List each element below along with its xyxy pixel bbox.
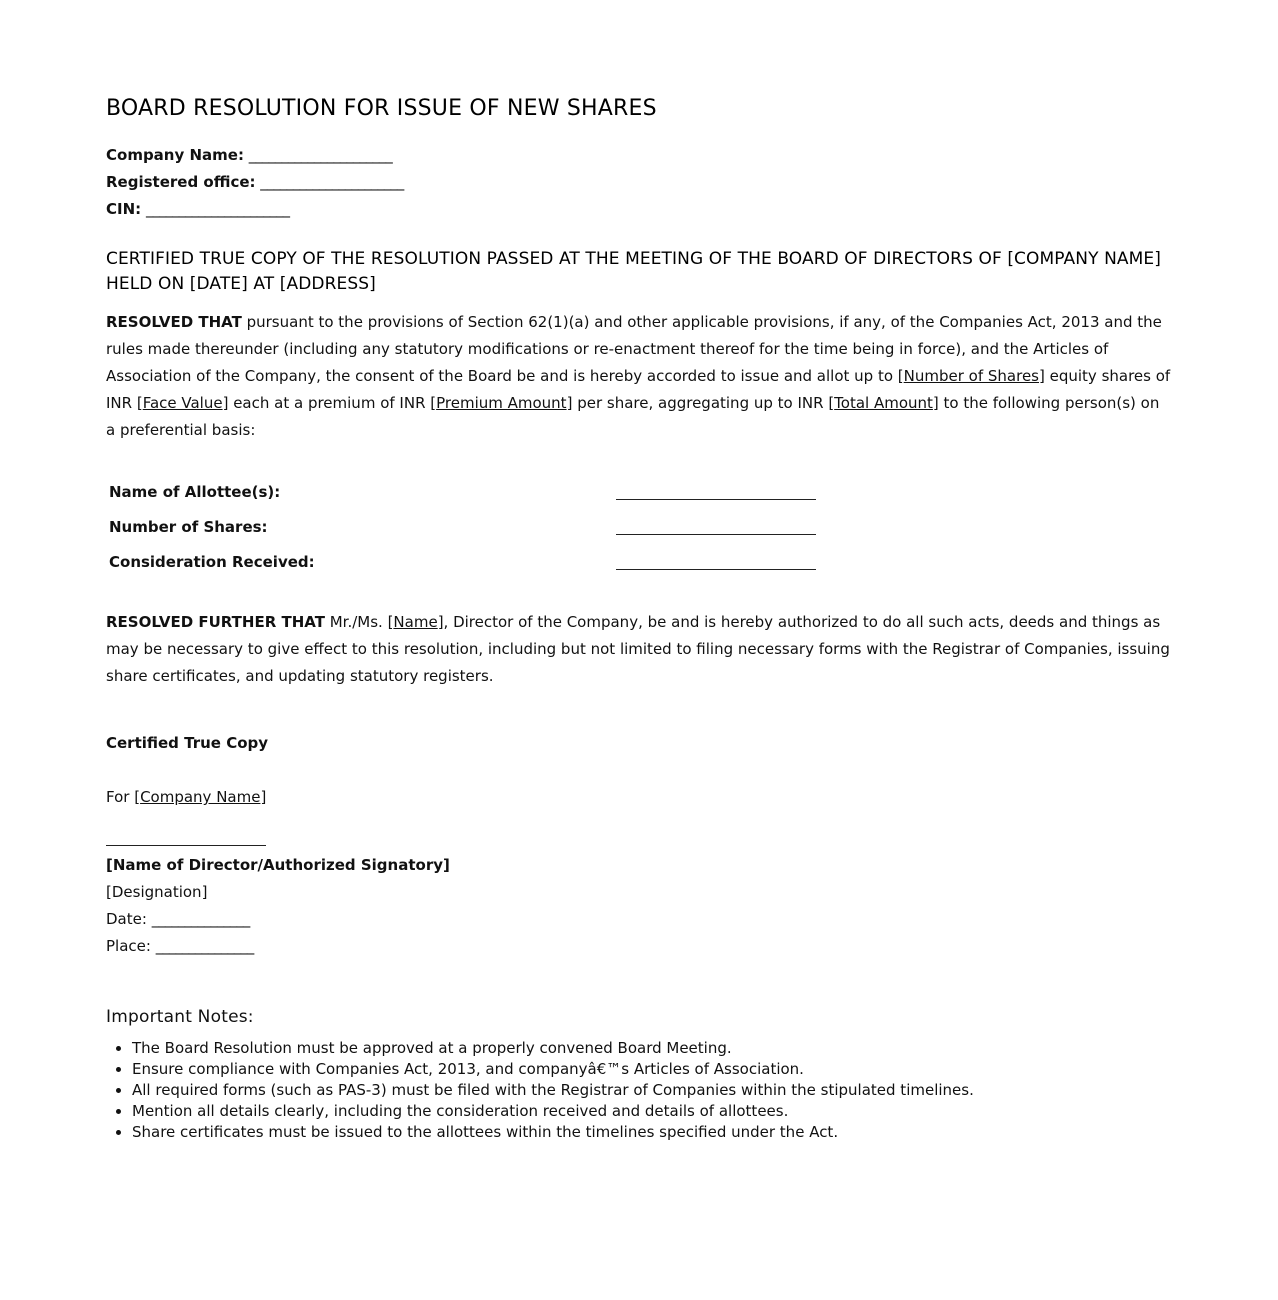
- company-name-row: [106, 142, 1172, 169]
- place-blank: _______________: [155, 937, 254, 955]
- cin-label: CIN:: [106, 200, 142, 218]
- place-label: Place:: [106, 937, 151, 955]
- registered-office-row: [106, 169, 1172, 196]
- premium-amount-field: Premium Amount: [436, 394, 567, 412]
- allottee-name-blank: [613, 474, 819, 509]
- company-name-blank: ______________________: [248, 146, 392, 164]
- number-of-shares-field: Number of Shares: [903, 367, 1039, 385]
- list-item: • The Board Resolution must be approved at a properly convened Board Meeting.: [132, 1038, 1172, 1059]
- company-details: [106, 142, 1172, 223]
- place-row: [106, 933, 1172, 960]
- for-company-line: [106, 784, 1172, 811]
- signature-line: [106, 844, 266, 846]
- consideration-blank: [613, 544, 819, 579]
- list-item: • Ensure compliance with Companies Act, 2013, and companyâ€™s Articles of Association.: [132, 1059, 1172, 1080]
- table-row: [106, 474, 819, 509]
- for-company-name: Company Name: [140, 788, 261, 806]
- cin-row: [106, 196, 1172, 223]
- document-body: [106, 92, 1172, 1143]
- resolution-further-paragraph: [106, 609, 1172, 690]
- resolution-text-d: ] per share, aggregating up to INR [: [566, 394, 835, 412]
- table-row: [106, 509, 819, 544]
- further-text-b: ], Director of the Company, be and is hereby authorized to do all such acts, deeds and things as may be necessary to give effect to this resolution, including but not limited to filing necessary forms with the Registrar of Companies, issuing share certificates, and updating statutory registers.: [106, 613, 1170, 685]
- consideration-label: Consideration Received:: [109, 552, 315, 571]
- face-value-field: Face Value: [142, 394, 223, 412]
- for-suffix: ]: [260, 788, 267, 806]
- resolution-text-c: ] each at a premium of INR [: [222, 394, 437, 412]
- resolution-text-b: ] equity shares of INR [: [106, 367, 1171, 412]
- important-notes-title: Important Notes:: [106, 1007, 254, 1027]
- document-title: BOARD RESOLUTION FOR ISSUE OF NEW SHARES: [106, 96, 657, 121]
- resolution-text-a: pursuant to the provisions of Section 62(1)(a) and other applicable provisions, if any, of the Companies Act, 2013 and the rules made thereunder (including any statutory modifications or re-enactment thereof for the time being in force), and the Articles of Association of the Company, the consent of the Board be and is hereby accorded to issue and allot up to [: [106, 313, 1162, 385]
- date-row: [106, 906, 1172, 933]
- signatory-block: [106, 852, 1172, 960]
- designation: [Designation]: [106, 883, 208, 901]
- resolution-text-e: ] to the following person(s) on a preferential basis:: [106, 394, 1160, 439]
- list-item: • Mention all details clearly, including the consideration received and details of allottees.: [132, 1101, 1172, 1122]
- date-blank: _______________: [151, 910, 250, 928]
- number-of-shares-blank: [613, 509, 819, 544]
- number-of-shares-label: Number of Shares:: [109, 517, 268, 536]
- resolved-that-lead: RESOLVED THAT: [106, 313, 242, 331]
- for-prefix: For [: [106, 788, 141, 806]
- resolution-paragraph: [106, 309, 1172, 444]
- signatory-name: [Name of Director/Authorized Signatory]: [106, 856, 450, 874]
- resolved-further-lead: RESOLVED FURTHER THAT: [106, 613, 325, 631]
- director-name-field: Name: [393, 613, 438, 631]
- allotment-table: [106, 474, 819, 579]
- cin-blank: ______________________: [145, 200, 289, 218]
- table-row: [106, 544, 819, 579]
- company-name-label: Company Name:: [106, 146, 244, 164]
- allottee-name-label: Name of Allottee(s):: [109, 482, 281, 501]
- date-label: Date:: [106, 910, 147, 928]
- list-item: • All required forms (such as PAS-3) must be filed with the Registrar of Companies within the stipulated timelines.: [132, 1080, 1172, 1101]
- important-notes-list: [106, 1038, 1172, 1143]
- total-amount-field: Total Amount: [834, 394, 933, 412]
- list-item: • Share certificates must be issued to the allottees within the timelines specified under the Act.: [132, 1122, 1172, 1143]
- resolution-heading: CERTIFIED TRUE COPY OF THE RESOLUTION PASSED AT THE MEETING OF THE BOARD OF DIRECTORS OF [COMPANY NAME] HELD ON [DATE] AT [ADDRESS]: [106, 249, 1161, 294]
- certified-true-copy-label: Certified True Copy: [106, 734, 269, 752]
- registered-office-label: Registered office:: [106, 173, 256, 191]
- further-text-a: Mr./Ms. [: [324, 613, 394, 631]
- registered-office-blank: ______________________: [260, 173, 404, 191]
